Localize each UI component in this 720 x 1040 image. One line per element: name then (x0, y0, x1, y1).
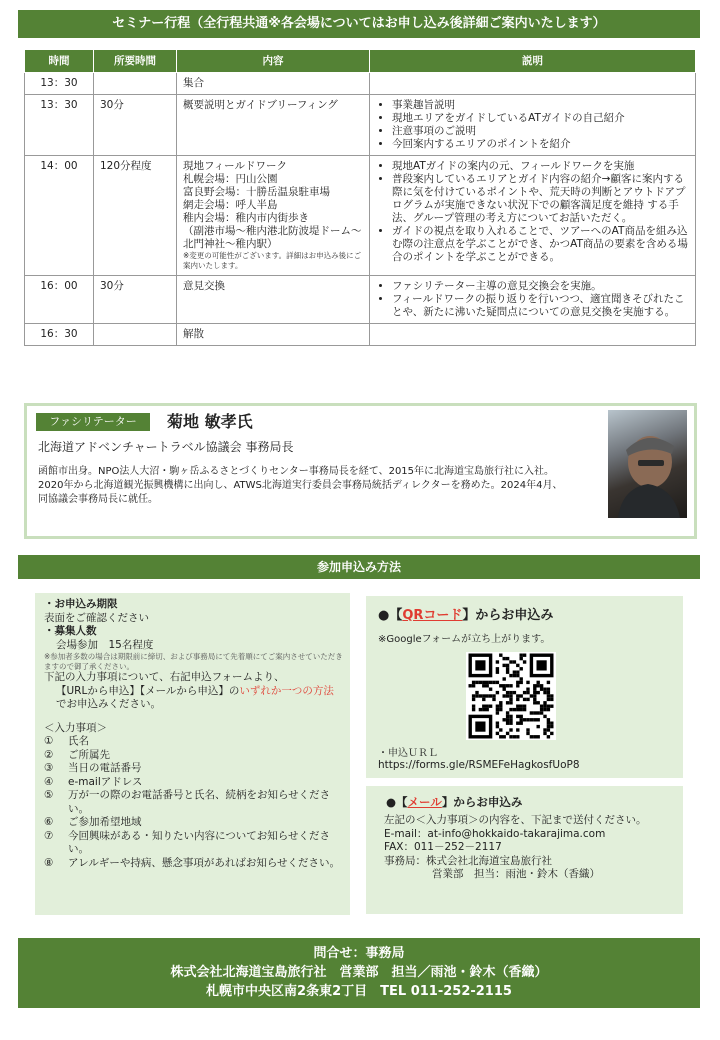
input-item-text: ご所属先 (68, 748, 110, 761)
qr-bullet: ● (378, 608, 390, 623)
input-item (44, 789, 344, 816)
qr-code-image[interactable] (466, 652, 556, 740)
schedule-row (25, 324, 696, 346)
capacity-note: ※参加者多数の場合は期限前に締切、および事務局にて先着順にてご案内させていただきますので御了承ください。 (44, 652, 343, 671)
input-item-number: ⑧ (44, 856, 54, 869)
input-item-number: ⑦ (44, 829, 54, 842)
input-items-list (44, 735, 344, 870)
input-item (44, 749, 344, 763)
deadline-label: ・お申込み期限 (44, 598, 118, 610)
deadline-value: 表面をご確認ください (44, 611, 149, 624)
schedule-table (24, 49, 696, 346)
schedule-row (25, 276, 696, 324)
input-item (44, 776, 344, 790)
mail-office: 事務局：株式会社北海道宝島旅行社 (384, 854, 552, 867)
schedule-description (370, 73, 696, 95)
mail-content (384, 814, 674, 882)
schedule-duration: 120分程度 (94, 156, 177, 276)
description-item: • 今回案内するエリアのポイントを紹介 (392, 138, 689, 151)
schedule-description (370, 156, 696, 276)
input-item-text: アレルギーや持病、懸念事項があればお知らせください。 (68, 856, 341, 869)
apply-details (44, 598, 344, 870)
schedule-content-note: ※変更の可能性がございます。詳細はお申込み後にご案内いたします。 (183, 251, 362, 270)
mail-staff: 営業部 担当：雨池・鈴木（香織） (432, 868, 600, 880)
schedule-description (370, 324, 696, 346)
schedule-duration: 30分 (94, 276, 177, 324)
schedule-content (177, 324, 370, 346)
schedule-time: 14：00 (25, 156, 94, 276)
qr-note: ※Googleフォームが立ち上がります。 (378, 634, 551, 645)
mail-title (386, 794, 522, 810)
schedule-content-text: 解散 (183, 328, 204, 340)
schedule-duration (94, 324, 177, 346)
schedule-description (370, 95, 696, 156)
schedule-row (25, 156, 696, 276)
description-list (376, 160, 689, 264)
mail-bullet: ● (386, 795, 397, 809)
capacity-value: 会場参加 15名程度 (56, 638, 154, 651)
header-description: 説明 (370, 50, 696, 73)
description-item: • 現地エリアをガイドしているATガイドの自己紹介 (392, 112, 689, 125)
instruction-methods: 【URLから申込】【メールから申込】の (56, 684, 240, 697)
schedule-time: 13：30 (25, 73, 94, 95)
input-item-number: ③ (44, 762, 54, 774)
instruction-2 (44, 685, 344, 712)
schedule-content-text: 意見交換 (183, 280, 225, 292)
mail-link[interactable]: メール (407, 795, 442, 809)
facilitator-photo (608, 410, 687, 518)
qr-url-label: ・申込ＵＲＬ (378, 748, 438, 759)
schedule-time: 16：00 (25, 276, 94, 324)
schedule-content (177, 95, 370, 156)
schedule-duration: 30分 (94, 95, 177, 156)
description-item: • ファシリテーター主導の意見交換会を実施。 (392, 280, 689, 293)
apply-title: 参加申込み方法 (18, 555, 700, 579)
input-item-number: ⑥ (44, 816, 54, 828)
instruction-end: でお申込みください。 (56, 698, 161, 710)
input-item (44, 830, 344, 857)
input-item-number: ⑤ (44, 789, 54, 801)
facilitator-label: ファシリテーター (36, 413, 150, 431)
facilitator-bio: 函館市出身。NPO法人大沼・駒ヶ岳ふるさとづくりセンター事務局長を経て、2015年に北海道宝島旅行社に入社。2020年から北海道観光振興機構に出向し、ATWS北海道実行委員会事務局統括ディレクターを務めた。2024年4月、同協議会事務局長に就任。 (38, 466, 563, 505)
schedule-content-text: 現地フィールドワーク 札幌会場：円山公園 富良野会場：十勝岳温泉駐車場 網走会場：呼人半島 稚内会場：稚内市内街歩き （副港市場～稚内港北防波堤ドーム～北門神社～稚内駅） (183, 160, 362, 250)
input-item-text: 万が一の際のお電話番号と氏名、続柄をお知らせください。 (68, 789, 331, 815)
schedule-header-row (25, 50, 696, 73)
facilitator-name: 菊地 敏孝氏 (167, 412, 253, 431)
input-item-number: ① (44, 735, 54, 747)
input-item (44, 735, 344, 749)
schedule-duration (94, 73, 177, 95)
mail-bracket-open: 【 (396, 795, 408, 809)
footer-line-1: 問合せ：事務局 (313, 946, 405, 961)
header-time: 時間 (25, 50, 94, 73)
mail-body: 左記の＜入力事項＞の内容を、下記まで送付ください。 (384, 814, 647, 826)
schedule-content-text: 集合 (183, 77, 204, 89)
schedule-row (25, 73, 696, 95)
facilitator-org: 北海道アドベンチャートラベル協議会 事務局長 (38, 440, 294, 454)
qr-link[interactable]: QRコード (402, 608, 463, 623)
schedule-time: 16：30 (25, 324, 94, 346)
capacity-label: ・募集人数 (44, 625, 97, 637)
mail-email[interactable]: E-mail：at-info@hokkaido-takarajima.com (384, 827, 606, 840)
input-item-text: e-mailアドレス (68, 775, 143, 788)
input-item-text: ご参加希望地域 (68, 816, 142, 828)
schedule-time: 13：30 (25, 95, 94, 156)
qr-title (378, 604, 553, 623)
schedule-title: セミナー行程（全行程共通※各会場についてはお申し込み後詳細ご案内いたします） (18, 10, 700, 38)
input-item (44, 816, 344, 830)
schedule-content (177, 73, 370, 95)
footer-line-2: 株式会社北海道宝島旅行社 営業部 担当／雨池・鈴木（香織） (170, 965, 548, 980)
input-item-text: 当日の電話番号 (68, 762, 142, 774)
contact-footer (18, 938, 700, 1008)
footer-line-3: 札幌市中央区南2条東2丁目 TEL 011-252-2115 (206, 984, 512, 999)
description-list (376, 280, 689, 319)
description-item: • 事業趣旨説明 (392, 99, 689, 112)
input-item-number: ② (44, 748, 54, 761)
instruction-1: 下記の入力事項について、右記申込フォームより、 (44, 671, 285, 683)
input-item-text: 氏名 (68, 735, 89, 747)
instruction-emphasis: いずれか一つの方法 (239, 684, 334, 697)
input-item (44, 762, 344, 776)
description-item: • 普段案内しているエリアとガイド内容の紹介→顧客に案内する際に気を付けているポイントや、荒天時の判断とアウトドアプログラムが実施できない状況下での顧客満足度を維持 する手法、グループ管理の考え方についてお話いただく。 (392, 173, 689, 225)
description-item: • フィールドワークの振り返りを行いつつ、適宜聞きそびれたことや、新たに沸いた疑問点についての意見交換を実施する。 (392, 293, 689, 319)
description-item: • 現地ATガイドの案内の元、フィールドワークを実施 (392, 160, 689, 173)
input-items-title: ＜入力事項＞ (44, 721, 107, 734)
input-item-text: 今回興味がある・知りたい内容についてお知らせください。 (68, 829, 330, 855)
schedule-content-text: 概要説明とガイドブリーフィング (183, 99, 338, 111)
schedule-content (177, 156, 370, 276)
header-duration: 所要時間 (94, 50, 177, 73)
qr-bracket-close: 】からお申込み (462, 608, 554, 623)
input-item (44, 857, 344, 871)
schedule-row (25, 95, 696, 156)
description-list (376, 99, 689, 151)
input-item-number: ④ (44, 775, 54, 788)
schedule-content (177, 276, 370, 324)
description-item: • ガイドの視点を取り入れることで、ツアーへのAT商品を組み込む際の注意点を学ぶことができ、かつAT商品の要素を含める場合のポイントを学ぶことができる。 (392, 225, 689, 264)
schedule-description (370, 276, 696, 324)
mail-bracket-close: 】からお申込み (441, 795, 523, 809)
header-content: 内容 (177, 50, 370, 73)
qr-url-link[interactable]: https://forms.gle/RSMEFeHagkosfUoP8 (378, 759, 580, 771)
mail-fax: FAX：011－252－2117 (384, 841, 502, 853)
description-item: • 注意事項のご説明 (392, 125, 689, 138)
qr-bracket-open: 【 (389, 608, 403, 623)
